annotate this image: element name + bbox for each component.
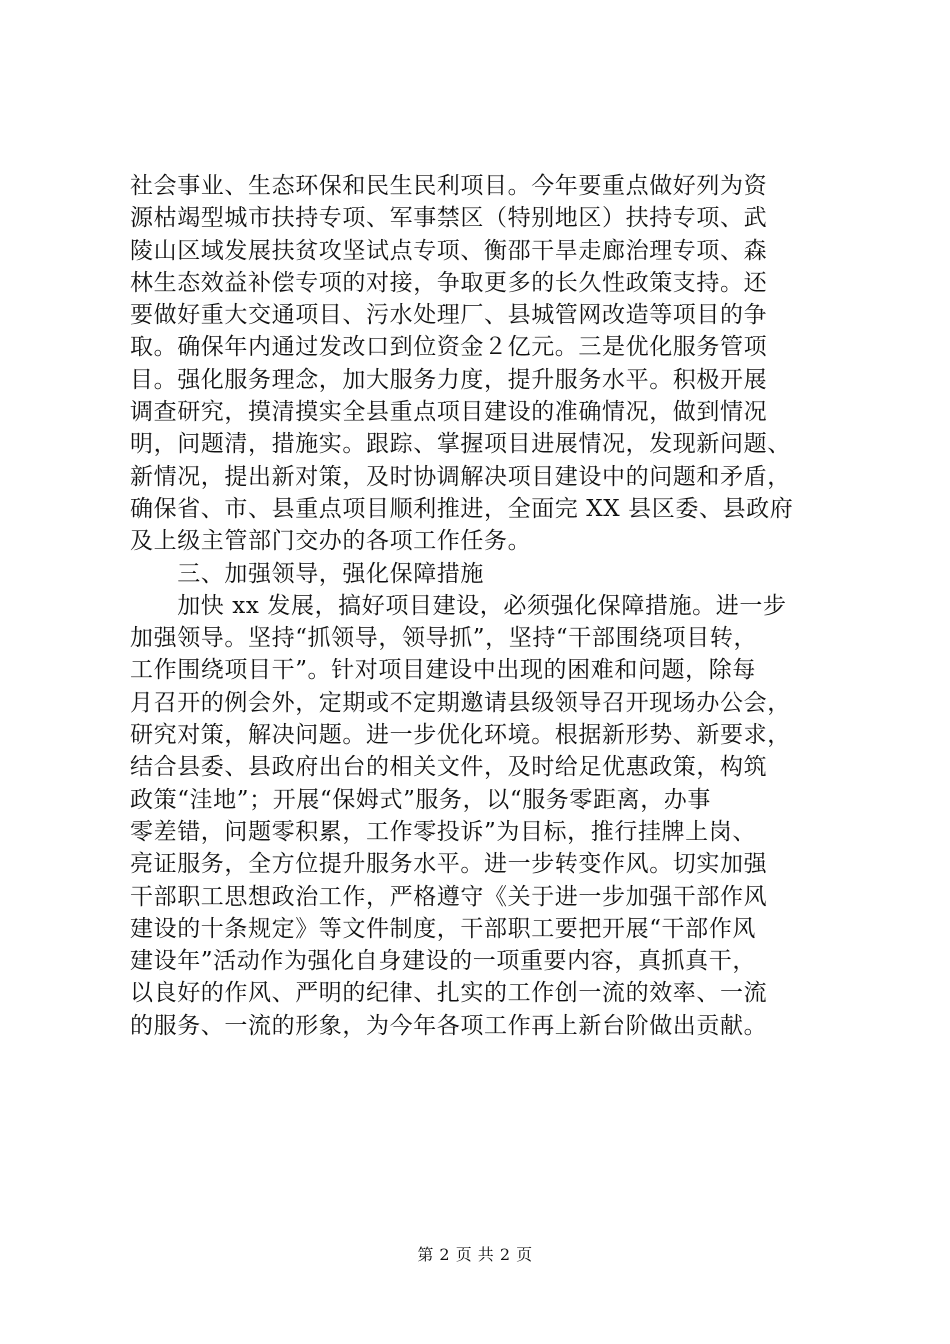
text-line: 三、加强领导，强化保障措施 xyxy=(130,560,484,587)
text-line: 确保省、市、县重点项目顺利推进，全面完 XX 县区委、县政府 xyxy=(130,495,794,522)
text-line: 月召开的例会外，定期或不定期邀请县级领导召开现场办公会， xyxy=(130,689,791,716)
text-line: 加强领导。坚持“抓领导，领导抓”，坚持“干部围绕项目转， xyxy=(130,625,758,652)
text-line: 社会事业、生态环保和民生民利项目。今年要重点做好列为资 xyxy=(130,173,768,199)
text-line: 的服务、一流的形象，为今年各项工作再上新台阶做出贡献。 xyxy=(130,1012,768,1039)
text-line: 明，问题清，措施实。跟踪、掌握项目进展情况，发现新问题、 xyxy=(130,431,791,458)
text-line: 研究对策，解决问题。进一步优化环境。根据新形势、新要求， xyxy=(130,722,791,749)
text-line: 林生态效益补偿专项的对接，争取更多的长久性政策支持。还 xyxy=(130,269,768,296)
text-line: 调查研究，摸清摸实全县重点项目建设的准确情况，做到情况 xyxy=(130,399,768,426)
text-line: 源枯竭型城市扶持专项、军事禁区（特别地区）扶持专项、武 xyxy=(130,205,768,232)
text-line: 新情况，提出新对策，及时协调解决项目建设中的问题和矛盾， xyxy=(130,463,791,490)
text-line: 及上级主管部门交办的各项工作任务。 xyxy=(130,528,532,555)
text-line: 取。确保年内通过发改口到位资金２亿元。三是优化服务管项 xyxy=(130,334,768,361)
text-line: 以良好的作风、严明的纪律、扎实的工作创一流的效率、一流 xyxy=(130,980,768,1007)
text-line: 结合县委、县政府出台的相关文件，及时给足优惠政策，构筑 xyxy=(130,754,768,781)
document-body xyxy=(130,170,830,1042)
text-line: 工作围绕项目干”。针对项目建设中出现的困难和问题，除每 xyxy=(130,657,756,684)
text-line: 零差错，问题零积累，工作零投诉”为目标，推行挂牌上岗、 xyxy=(130,818,756,845)
text-line: 政策“洼地”；开展“保姆式”服务，以“服务零距离，办事 xyxy=(130,786,711,813)
text-line: 亮证服务，全方位提升服务水平。进一步转变作风。切实加强 xyxy=(130,851,768,878)
text-line: 陵山区域发展扶贫攻坚试点专项、衡邵干旱走廊治理专项、森 xyxy=(130,237,768,264)
text-line: 建设的十条规定》等文件制度，干部职工要把开展“干部作风 xyxy=(130,915,756,942)
page-footer: 第 2 页 共 2 页 xyxy=(417,1245,533,1264)
text-line: 加快 xx 发展，搞好项目建设，必须强化保障措施。进一步 xyxy=(130,592,787,619)
text-line: 目。强化服务理念，加大服务力度，提升服务水平。积极开展 xyxy=(130,366,768,393)
text-line: 干部职工思想政治工作，严格遵守《关于进一步加强干部作风 xyxy=(130,883,768,910)
text-line: 要做好重大交通项目、污水处理厂、县城管网改造等项目的争 xyxy=(130,302,768,329)
text-line: 建设年”活动作为强化自身建设的一项重要内容，真抓真干， xyxy=(130,948,756,975)
